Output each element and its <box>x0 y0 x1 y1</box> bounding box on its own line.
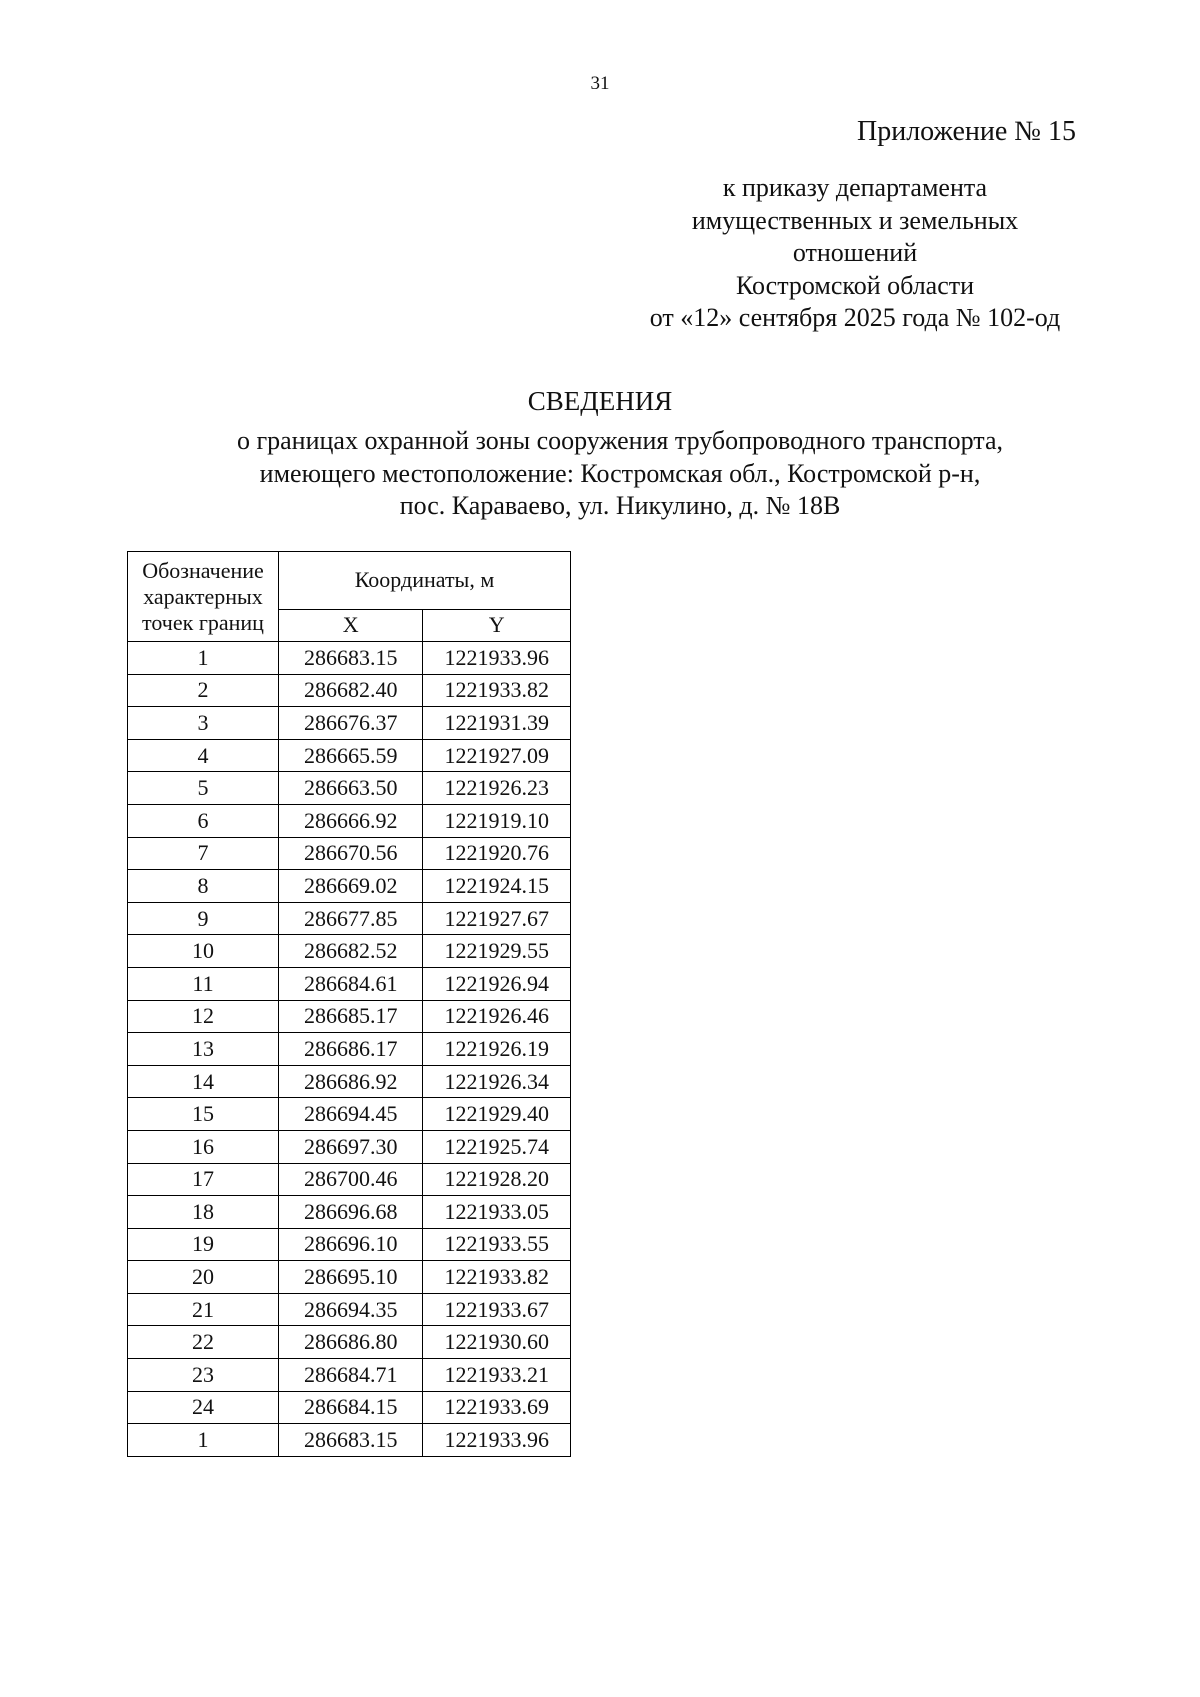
y-coordinate-cell: 1221930.60 <box>423 1326 571 1359</box>
point-number-cell: 19 <box>128 1228 279 1261</box>
x-coordinate-cell: 286665.59 <box>279 739 423 772</box>
coordinates-table <box>127 551 571 1457</box>
table-row <box>128 837 571 870</box>
x-coordinate-cell: 286694.45 <box>279 1098 423 1131</box>
point-number-cell: 7 <box>128 837 279 870</box>
point-number-cell: 2 <box>128 674 279 707</box>
point-number-cell: 1 <box>128 642 279 675</box>
table-row <box>128 870 571 903</box>
order-line: Костромской области <box>735 270 975 300</box>
order-line: отношений <box>792 238 918 267</box>
point-number-cell: 17 <box>128 1163 279 1196</box>
point-number-cell: 15 <box>128 1098 279 1131</box>
x-coordinate-cell: 286683.15 <box>279 1424 423 1457</box>
table-row <box>128 1163 571 1196</box>
header-coordinates: Координаты, м <box>279 552 571 610</box>
y-coordinate-cell: 1221933.82 <box>423 674 571 707</box>
table-row <box>128 804 571 837</box>
x-coordinate-cell: 286685.17 <box>279 1000 423 1033</box>
table-row <box>128 1065 571 1098</box>
x-coordinate-cell: 286696.68 <box>279 1196 423 1229</box>
table-row <box>128 1424 571 1457</box>
x-coordinate-cell: 286686.80 <box>279 1326 423 1359</box>
table-row <box>128 1033 571 1066</box>
x-coordinate-cell: 286677.85 <box>279 902 423 935</box>
table-row <box>128 1228 571 1261</box>
x-coordinate-cell: 286700.46 <box>279 1163 423 1196</box>
header-point-designation <box>128 552 279 642</box>
y-coordinate-cell: 1221926.19 <box>423 1033 571 1066</box>
x-coordinate-cell: 286694.35 <box>279 1293 423 1326</box>
table-row <box>128 772 571 805</box>
point-number-cell: 23 <box>128 1359 279 1392</box>
y-coordinate-cell: 1221926.94 <box>423 967 571 1000</box>
y-coordinate-cell: 1221933.96 <box>423 1424 571 1457</box>
table-row <box>128 1359 571 1392</box>
table-row <box>128 1000 571 1033</box>
header-point-line: характерных <box>143 583 263 609</box>
point-number-cell: 21 <box>128 1293 279 1326</box>
y-coordinate-cell: 1221933.69 <box>423 1391 571 1424</box>
table-row <box>128 642 571 675</box>
order-reference <box>570 172 1140 335</box>
order-line: от «12» сентября 2025 года № 102-од <box>649 303 1061 332</box>
point-number-cell: 9 <box>128 902 279 935</box>
point-number-cell: 5 <box>128 772 279 805</box>
point-number-cell: 1 <box>128 1424 279 1457</box>
point-number-cell: 8 <box>128 870 279 903</box>
y-coordinate-cell: 1221933.05 <box>423 1196 571 1229</box>
document-title: СВЕДЕНИЯ <box>527 386 673 416</box>
x-coordinate-cell: 286684.15 <box>279 1391 423 1424</box>
subtitle-line: о границах охранной зоны сооружения трубопроводного транспорта, <box>236 426 1004 455</box>
x-coordinate-cell: 286666.92 <box>279 804 423 837</box>
header-point-line: Обозначение <box>142 557 264 583</box>
table-row <box>128 674 571 707</box>
subtitle-line: имеющего местоположение: Костромская обл., Костромской р-н, <box>259 458 981 488</box>
header-y: Y <box>423 609 571 641</box>
y-coordinate-cell: 1221927.09 <box>423 739 571 772</box>
table-row <box>128 967 571 1000</box>
y-coordinate-cell: 1221926.46 <box>423 1000 571 1033</box>
x-coordinate-cell: 286695.10 <box>279 1261 423 1294</box>
header-point-line: точек границ <box>142 609 264 635</box>
x-coordinate-cell: 286676.37 <box>279 707 423 740</box>
point-number-cell: 11 <box>128 967 279 1000</box>
y-coordinate-cell: 1221929.40 <box>423 1098 571 1131</box>
point-number-cell: 16 <box>128 1130 279 1163</box>
appendix-title: Приложение № 15 <box>857 116 1076 147</box>
point-number-cell: 14 <box>128 1065 279 1098</box>
point-number-cell: 6 <box>128 804 279 837</box>
point-number-cell: 3 <box>128 707 279 740</box>
table-row <box>128 1130 571 1163</box>
y-coordinate-cell: 1221933.55 <box>423 1228 571 1261</box>
y-coordinate-cell: 1221928.20 <box>423 1163 571 1196</box>
document-subtitle <box>150 425 1090 523</box>
x-coordinate-cell: 286684.61 <box>279 967 423 1000</box>
x-coordinate-cell: 286682.52 <box>279 935 423 968</box>
table-row <box>128 1326 571 1359</box>
point-number-cell: 20 <box>128 1261 279 1294</box>
table-row <box>128 1098 571 1131</box>
page-number: 31 <box>590 73 610 94</box>
point-number-cell: 12 <box>128 1000 279 1033</box>
table-row <box>128 707 571 740</box>
table-row <box>128 1196 571 1229</box>
table-row <box>128 935 571 968</box>
y-coordinate-cell: 1221933.21 <box>423 1359 571 1392</box>
y-coordinate-cell: 1221929.55 <box>423 935 571 968</box>
x-coordinate-cell: 286697.30 <box>279 1130 423 1163</box>
x-coordinate-cell: 286682.40 <box>279 674 423 707</box>
point-number-cell: 18 <box>128 1196 279 1229</box>
point-number-cell: 4 <box>128 739 279 772</box>
x-coordinate-cell: 286669.02 <box>279 870 423 903</box>
table-row <box>128 1261 571 1294</box>
y-coordinate-cell: 1221933.82 <box>423 1261 571 1294</box>
header-x: X <box>279 609 423 641</box>
point-number-cell: 13 <box>128 1033 279 1066</box>
y-coordinate-cell: 1221931.39 <box>423 707 571 740</box>
x-coordinate-cell: 286686.92 <box>279 1065 423 1098</box>
y-coordinate-cell: 1221920.76 <box>423 837 571 870</box>
y-coordinate-cell: 1221924.15 <box>423 870 571 903</box>
coordinates-body <box>128 642 571 1457</box>
subtitle-line: пос. Караваево, ул. Никулино, д. № 18В <box>399 491 841 520</box>
table-row <box>128 902 571 935</box>
x-coordinate-cell: 286683.15 <box>279 642 423 675</box>
y-coordinate-cell: 1221919.10 <box>423 804 571 837</box>
point-number-cell: 24 <box>128 1391 279 1424</box>
y-coordinate-cell: 1221933.67 <box>423 1293 571 1326</box>
point-number-cell: 10 <box>128 935 279 968</box>
x-coordinate-cell: 286663.50 <box>279 772 423 805</box>
table-row <box>128 1293 571 1326</box>
order-line: к приказу департамента <box>722 173 988 202</box>
y-coordinate-cell: 1221933.96 <box>423 642 571 675</box>
table-row <box>128 739 571 772</box>
point-number-cell: 22 <box>128 1326 279 1359</box>
y-coordinate-cell: 1221926.23 <box>423 772 571 805</box>
x-coordinate-cell: 286686.17 <box>279 1033 423 1066</box>
y-coordinate-cell: 1221925.74 <box>423 1130 571 1163</box>
x-coordinate-cell: 286696.10 <box>279 1228 423 1261</box>
x-coordinate-cell: 286670.56 <box>279 837 423 870</box>
y-coordinate-cell: 1221926.34 <box>423 1065 571 1098</box>
table-row <box>128 1391 571 1424</box>
order-line: имущественных и земельных <box>691 205 1019 235</box>
x-coordinate-cell: 286684.71 <box>279 1359 423 1392</box>
y-coordinate-cell: 1221927.67 <box>423 902 571 935</box>
